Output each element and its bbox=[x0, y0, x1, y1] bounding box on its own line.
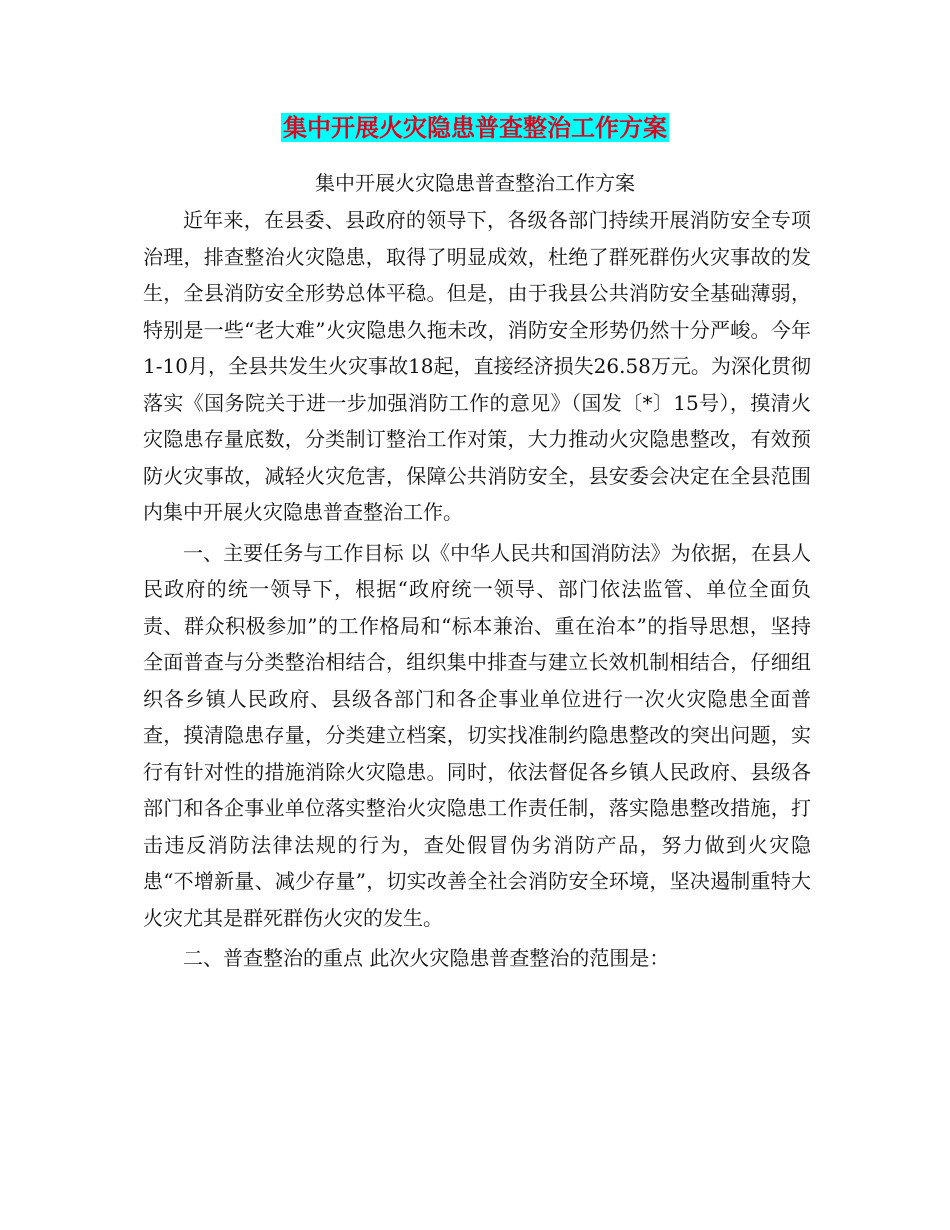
document-title-text: 集中开展火灾隐患普查整治工作方案 bbox=[283, 113, 667, 142]
document-subtitle: 集中开展火灾隐患普查整治工作方案 bbox=[315, 171, 635, 195]
paragraph-section-1: 一、主要任务与工作目标 以《中华人民共和国消防法》为依据，在县人民政府的统一领导下，根据“政府统一领导、部门依法监管、单位全面负责、群众积极参加”的工作格局和“标本兼治、重在治本”的指导思想，坚持全面普查与分类整治相结合，组织集中排查与建立长效机制相结合，仔细组织各乡镇人民政府、县级各部门和各企事业单位进行一次火灾隐患全面普查，摸清隐患存量，分类建立档案，切实找准制约隐患整改的突出问题，实行有针对性的措施消除火灾隐患。同时，依法督促各乡镇人民政府、县级各部门和各企事业单位落实整治火灾隐患工作责任制，落实隐患整改措施，打击违反消防法律法规的行为，查处假冒伪劣消防产品，努力做到火灾隐患“不增新量、减少存量”，切实改善全社会消防安全环境，坚决遏制重特大火灾尤其是群死群伤火灾的发生。 bbox=[143, 540, 811, 930]
document-body bbox=[143, 202, 811, 977]
paragraph-section-2: 二、普查整治的重点 此次火灾隐患普查整治的范围是： bbox=[183, 946, 670, 970]
paragraph-intro: 近年来，在县委、县政府的领导下，各级各部门持续开展消防安全专项治理，排查整治火灾隐患，取得了明显成效，杜绝了群死群伤火灾事故的发生，全县消防安全形势总体平稳。但是，由于我县公共消防安全基础薄弱，特别是一些“老大难”火灾隐患久拖未改，消防安全形势仍然十分严峻。今年1-10月，全县共发生火灾事故18起，直接经济损失26.58万元。为深化贯彻落实《国务院关于进一步加强消防工作的意见》（国发〔*〕15号），摸清火灾隐患存量底数，分类制订整治工作对策，大力推动火灾隐患整改，有效预防火灾事故，减轻火灾危害，保障公共消防安全，县安委会决定在全县范围内集中开展火灾隐患普查整治工作。 bbox=[143, 208, 811, 524]
document-title bbox=[0, 111, 950, 145]
